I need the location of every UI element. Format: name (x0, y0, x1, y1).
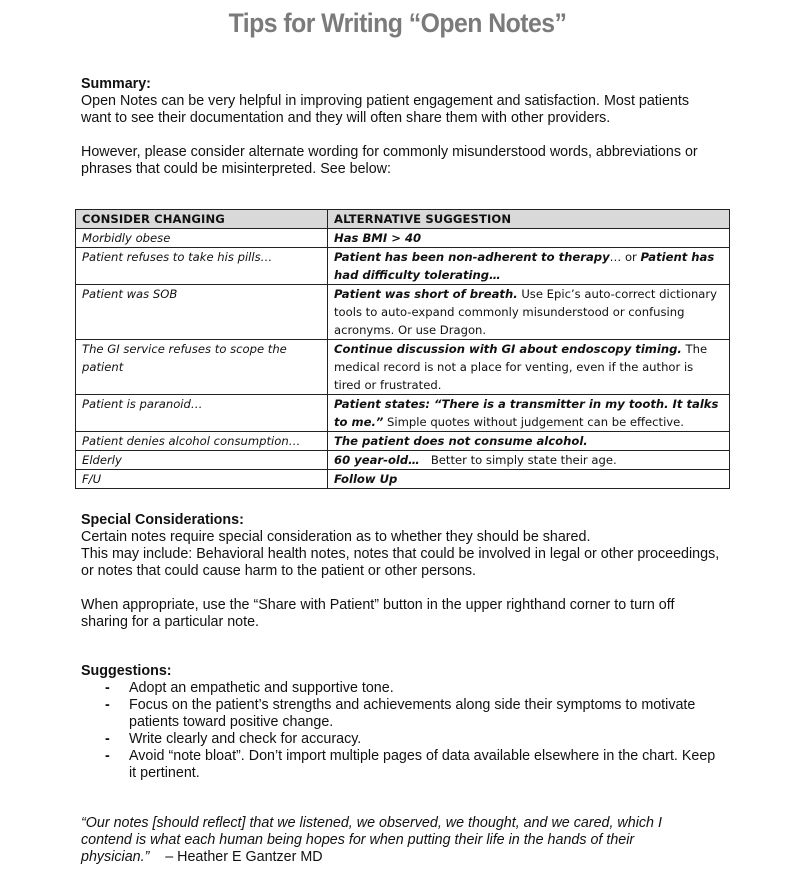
summary-paragraph-1: Open Notes can be very helpful in improving patient engagement and satisfaction. Most patients want to see their documentation and they will often share them with other providers. (81, 93, 689, 126)
original-phrase: Patient denies alcohol consumption… (76, 432, 328, 451)
summary-section (81, 76, 721, 178)
page-title: Tips for Writing “Open Notes” (228, 8, 567, 38)
table-row (76, 432, 730, 451)
original-phrase: Elderly (76, 451, 328, 470)
table-header-row (76, 210, 730, 229)
special-line-3: When appropriate, use the “Share with Patient” button in the upper righthand corner to turn off sharing for a particular note. (81, 597, 675, 630)
table-row (76, 470, 730, 489)
special-line-1: Certain notes require special consideration as to whether they should be shared. (81, 529, 591, 545)
special-line-2: This may include: Behavioral health notes, notes that could be involved in legal or other proceedings, or notes that could cause harm to the patient or other persons. (81, 546, 720, 579)
original-phrase: Morbidly obese (76, 229, 328, 248)
suggestion-cell: Has BMI > 40 (328, 229, 730, 248)
special-heading: Special Considerations: (81, 512, 244, 528)
suggestion-cell: Patient has been non-adherent to therapy… or Patient has had difficulty tolerating… (328, 248, 730, 285)
suggestions-heading: Suggestions: (81, 663, 172, 679)
table-row (76, 451, 730, 470)
table-row (76, 395, 730, 432)
quote-author: – Heather E Gantzer MD (149, 849, 323, 865)
quote-section (81, 815, 701, 866)
suggestion-cell: Patient was short of breath. Use Epic’s auto-correct dictionary tools to auto-expand commonly misunderstood or confusing acronyms. Or use Dragon. (328, 285, 730, 340)
table-row (76, 248, 730, 285)
summary-paragraph-2: However, please consider alternate wording for commonly misunderstood words, abbreviations or phrases that could be misinterpreted. See below: (81, 144, 698, 177)
special-considerations-section (81, 512, 721, 631)
dash-bullet-icon: - (105, 731, 110, 747)
list-item: - Avoid “note bloat”. Don’t import multiple pages of data available elsewhere in the chart. Keep it pertinent. (105, 748, 716, 781)
suggestion-cell: Patient states: “There is a transmitter in my tooth. It talks to me.” Simple quotes without judgement can be effective. (328, 395, 730, 432)
dash-bullet-icon: - (105, 748, 110, 764)
dash-bullet-icon: - (105, 680, 110, 696)
suggestion-cell: Continue discussion with GI about endoscopy timing. The medical record is not a place for venting, even if the author is tired or frustrated. (328, 340, 730, 395)
suggestion-cell: 60 year-old… Better to simply state their age. (328, 451, 730, 470)
suggestions-section (81, 663, 721, 782)
header-consider-changing: CONSIDER CHANGING (76, 210, 328, 229)
header-alternative-suggestion: ALTERNATIVE SUGGESTION (328, 210, 730, 229)
list-item: - Write clearly and check for accuracy. (105, 731, 362, 747)
dash-bullet-icon: - (105, 697, 110, 713)
suggestion-cell: The patient does not consume alcohol. (328, 432, 730, 451)
summary-heading: Summary: (81, 76, 151, 92)
table-row (76, 229, 730, 248)
suggestion-cell: Follow Up (328, 470, 730, 489)
original-phrase: Patient is paranoid… (76, 395, 328, 432)
original-phrase: Patient was SOB (76, 285, 328, 340)
original-phrase: Patient refuses to take his pills… (76, 248, 328, 285)
list-item: - Focus on the patient’s strengths and achievements along side their symptoms to motivate patients toward positive change. (105, 697, 696, 730)
quote-text: “Our notes [should reflect] that we listened, we observed, we thought, and we cared, which I contend is what each human being hopes for when putting their life in the hands of their physician.” – Heather E Gantzer MD (81, 815, 662, 865)
wording-table (75, 209, 730, 489)
table-row (76, 285, 730, 340)
suggestions-list (81, 680, 721, 782)
original-phrase: The GI service refuses to scope the patient (76, 340, 328, 395)
table-row (76, 340, 730, 395)
list-item: - Adopt an empathetic and supportive tone. (105, 680, 394, 696)
original-phrase: F/U (76, 470, 328, 489)
